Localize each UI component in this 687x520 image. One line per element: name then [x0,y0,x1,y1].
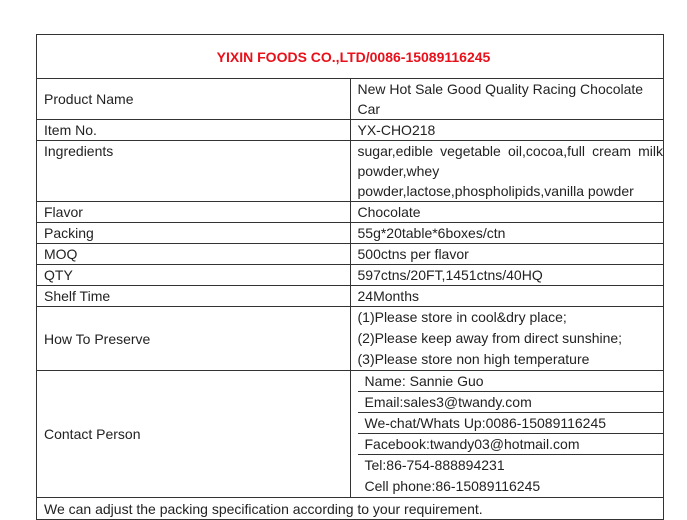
product-name-value: New Hot Sale Good Quality Racing Chocolate Car [350,79,664,120]
packing-value: 55g*20table*6boxes/ctn [350,223,664,244]
row-label: Shelf Time [37,286,351,307]
table-row [37,120,664,141]
row-label: QTY [37,265,351,286]
contact-email: Email:sales3@twandy.com [358,392,664,413]
table-row [37,244,664,265]
table-row [37,286,664,307]
table-row [37,79,664,120]
contact-cell: Cell phone:86-15089116245 [364,478,541,494]
qty-value: 597ctns/20FT,1451ctns/40HQ [350,265,664,286]
table-row [37,202,664,223]
row-label: Flavor [37,202,351,223]
row-label: How To Preserve [37,307,351,371]
preserve-line: (1)Please store in cool&dry place; [357,309,567,325]
table-row [37,223,664,244]
item-no-value: YX-CHO218 [350,120,664,141]
moq-value: 500ctns per flavor [350,244,664,265]
row-label: Contact Person [37,371,351,498]
row-label: Item No. [37,120,351,141]
preserve-line: (3)Please store non high temperature [357,351,590,367]
preserve-value [350,307,664,371]
row-label: Product Name [37,79,351,120]
company-title: YIXIN FOODS CO.,LTD/0086-15089116245 [37,35,664,79]
table-row [37,307,664,371]
flavor-value: Chocolate [350,202,664,223]
contact-name: Name: Sannie Guo [358,371,664,392]
contact-wechat: We-chat/Whats Up:0086-15089116245 [358,413,664,434]
footer-row [37,498,664,520]
footer-note: We can adjust the packing specification according to your requirement. [37,498,664,520]
row-label: Ingredients [37,141,351,202]
ingredients-value: sugar,edible vegetable oil,cocoa,full cream milk powder,whey powder,lactose,phospholipids,vanilla powder [350,141,664,202]
contact-value [350,371,664,498]
row-label: Packing [37,223,351,244]
contact-tel: Tel:86-754-888894231 [364,457,505,473]
row-label: MOQ [37,244,351,265]
title-row [37,35,664,79]
contact-phones [358,455,664,497]
preserve-line: (2)Please keep away from direct sunshine; [357,330,623,346]
product-spec-table [36,34,664,520]
table-row [37,141,664,202]
contact-facebook: Facebook:twandy03@hotmail.com [358,434,664,455]
shelf-time-value: 24Months [350,286,664,307]
table-row [37,265,664,286]
table-row [37,371,664,498]
